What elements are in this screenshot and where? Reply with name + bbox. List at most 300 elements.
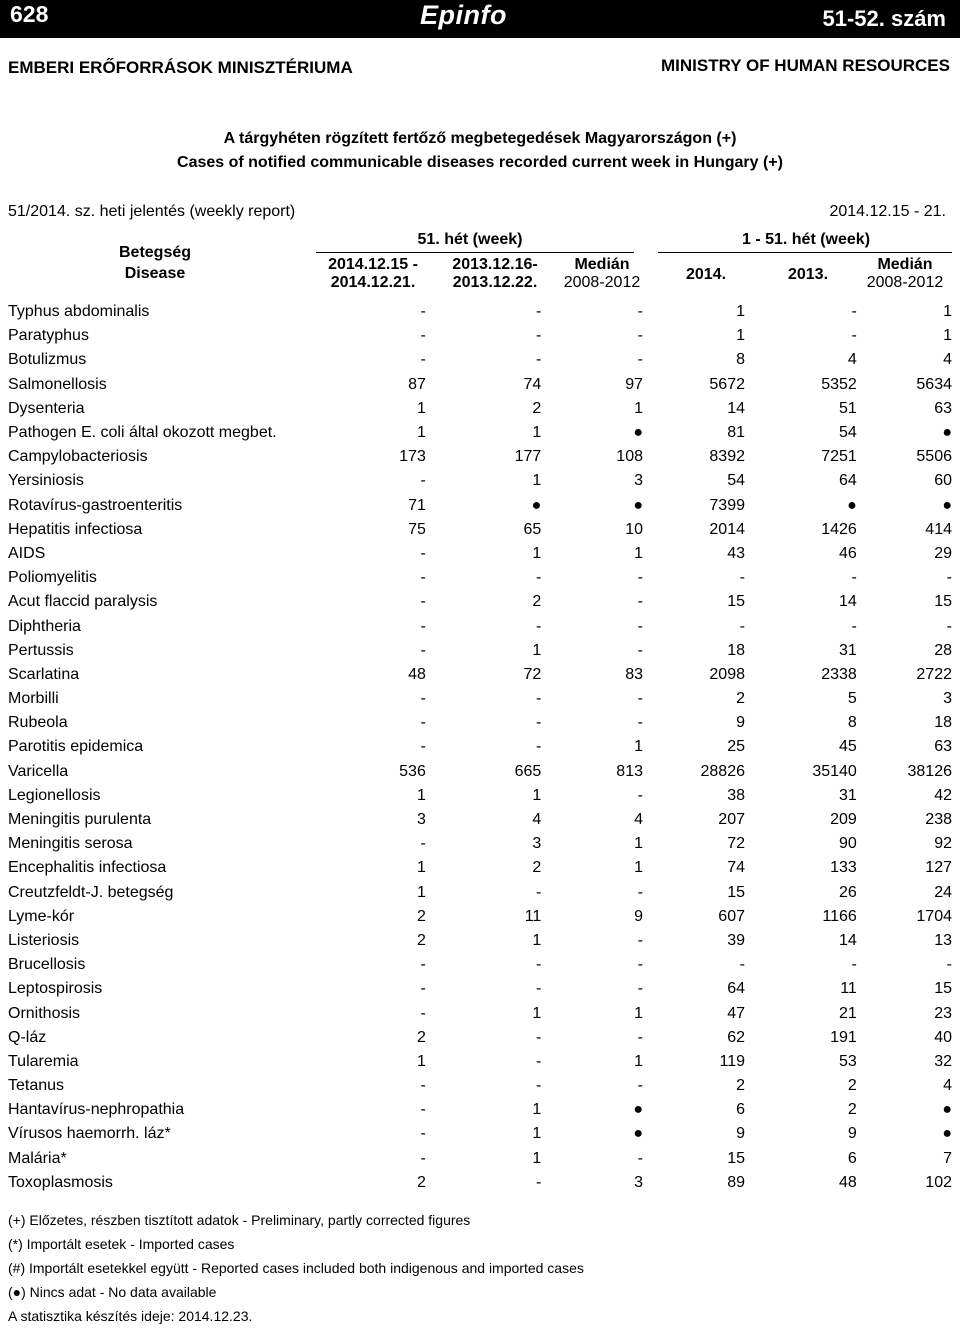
table-cell: 47 [727,1004,745,1022]
table-cell: 46 [839,544,857,562]
disease-name: Encephalitis infectiosa [8,859,167,877]
header-col-week-2014-line2: 2014.12.21. [330,274,416,291]
table-row [0,542,952,566]
table-row [0,1026,952,1050]
table-row [0,808,952,832]
table-cell: - [535,883,542,901]
table-cell: 38126 [907,762,952,780]
table-cell: 127 [925,859,952,877]
table-cell: 31 [839,641,857,659]
disease-name: Campylobacteriosis [8,448,148,466]
table-cell: 1 [736,327,745,345]
table-cell: 15 [727,883,745,901]
table-cell: 4 [532,811,542,829]
table-cell: 7251 [821,448,857,466]
table-cell: 2098 [709,665,745,683]
table-cell: 45 [839,738,857,756]
header-col-week-median-line1: Medián [574,256,630,273]
table-cell: 5 [847,690,857,708]
table-cell: ● [531,496,542,514]
table-cell: 414 [925,520,952,538]
table-cell: - [535,690,542,708]
table-row [0,348,952,372]
table-cell: 1 [634,835,643,853]
table-cell: ● [942,496,952,514]
table-cell: - [637,883,643,901]
table-row [0,760,952,784]
header-group-week-line [316,252,634,253]
header-col-week-2013-line2: 2013.12.22. [452,274,538,291]
table-cell: - [420,1149,426,1167]
table-cell: - [420,738,426,756]
table-cell: - [535,351,542,369]
table-cell: 9 [736,714,745,732]
table-cell: 38 [727,786,745,804]
table-cell: 1 [532,1149,542,1167]
table-cell: 10 [625,520,643,538]
table-cell: - [637,569,643,587]
table-cell: - [420,617,426,635]
header-group-cumulative-line [658,252,952,253]
table-row [0,445,952,469]
disease-name: Legionellosis [8,786,101,804]
table-row [0,953,952,977]
table-cell: ● [633,424,643,442]
table-cell: - [637,931,643,949]
disease-name: Creutzfeldt-J. betegség [8,883,174,901]
table-cell: - [637,1028,643,1046]
table-cell: - [637,641,643,659]
table-cell: 9 [736,1125,745,1143]
table-cell: 5634 [916,375,952,393]
table-cell: 65 [523,520,542,538]
table-cell: - [851,617,857,635]
table-cell: 1166 [822,907,857,925]
table-cell: 15 [934,980,952,998]
table-cell: - [420,1101,426,1119]
table-cell: 31 [839,786,857,804]
table-cell: 21 [839,1004,857,1022]
table-row [0,469,952,493]
footnote-preliminary: (+) Előzetes, részben tisztított adatok - Preliminary, partly corrected figures [8,1212,471,1228]
table-cell: 89 [727,1173,745,1191]
table-cell: 1 [532,544,542,562]
disease-name: AIDS [8,544,46,562]
table-cell: - [420,569,426,587]
table-cell: 1426 [821,520,857,538]
header-disease-hu: Betegség [118,244,192,261]
report-period: 2014.12.15 - 21. [829,203,946,220]
table-cell: 90 [839,835,857,853]
table-cell: 1 [416,1052,426,1070]
table-cell: - [420,1004,426,1022]
table-cell: 43 [727,544,745,562]
disease-name: Parotitis epidemica [8,738,144,756]
table-row [0,494,952,518]
table-cell: - [637,714,643,732]
table-row [0,300,952,324]
table-cell: 71 [408,496,426,514]
report-label: 51/2014. sz. heti jelentés (weekly report) [8,203,296,220]
table-cell: 6 [847,1149,857,1167]
footnote-no-data: (●) Nincs adat - No data available [8,1284,217,1300]
table-cell: 29 [934,544,952,562]
table-cell: 54 [839,424,857,442]
table-cell: 5352 [821,375,857,393]
table-cell: 74 [727,859,745,877]
table-row [0,977,952,1001]
table-cell: 209 [830,811,857,829]
table-cell: 48 [839,1173,857,1191]
disease-name: Meningitis serosa [8,835,133,853]
table-cell: - [637,593,643,611]
table-cell: 2 [532,399,542,417]
table-row [0,784,952,808]
table-cell: 1 [532,424,542,442]
table-row [0,929,952,953]
table-cell: 1 [634,738,643,756]
disease-name: Varicella [8,762,69,780]
table-row [0,324,952,348]
table-cell: 28 [934,641,952,659]
table-cell: 3 [943,690,952,708]
table-cell: 2722 [916,665,952,683]
table-row [0,639,952,663]
title-en: Cases of notified communicable diseases recorded current week in Hungary (+) [177,154,783,171]
table-cell: - [420,303,426,321]
disease-name: Leptospirosis [8,980,103,998]
table-cell: - [946,569,952,587]
table-cell: 2 [532,859,542,877]
disease-name: Tularemia [8,1052,79,1070]
table-cell: 4 [847,351,857,369]
table-cell: - [637,786,643,804]
disease-name: Rubeola [8,714,68,732]
disease-name: Yersiniosis [8,472,84,490]
table-cell: 3 [532,835,542,853]
header-col-cum-2014: 2014. [685,266,727,283]
table-cell: 607 [718,907,745,925]
table-cell: 1 [532,931,542,949]
table-cell: - [946,617,952,635]
table-cell: 536 [399,762,426,780]
table-cell: 51 [839,399,857,417]
disease-name: Meningitis purulenta [8,811,152,829]
disease-name: Tetanus [8,1077,65,1095]
disease-name: Toxoplasmosis [8,1173,113,1191]
table-cell: 1 [532,1101,542,1119]
disease-name: Hepatitis infectiosa [8,520,143,538]
disease-name: Scarlatina [8,665,80,683]
statistics-date: A statisztika készítés ideje: 2014.12.23. [8,1308,253,1324]
table-cell: - [535,1028,542,1046]
table-cell: 18 [727,641,745,659]
table-cell: 92 [934,835,952,853]
table-cell: - [637,690,643,708]
disease-name: Pathogen E. coli által okozott megbet. [8,424,277,442]
header-col-week-2014 [318,256,428,292]
table-cell: 14 [727,399,745,417]
table-cell: - [420,327,426,345]
header-col-week-median [552,256,652,292]
table-cell: 13 [934,931,952,949]
table-cell: - [535,569,542,587]
table-cell: ● [942,1101,952,1119]
table-row [0,590,952,614]
table-cell: - [420,641,426,659]
disease-name: Brucellosis [8,956,86,974]
table-cell: 4 [943,351,952,369]
table-row [0,373,952,397]
ministry-name-hu: EMBERI ERŐFORRÁSOK MINISZTÉRIUMA [8,58,353,77]
table-cell: 1 [634,1004,643,1022]
table-cell: - [420,956,426,974]
table-cell: 5506 [916,448,952,466]
table-cell: - [637,1149,643,1167]
disease-name: Q-láz [8,1028,47,1046]
table-cell: 2 [736,1077,745,1095]
table-cell: 63 [934,738,952,756]
header-col-cum-median-line2: 2008-2012 [866,274,944,291]
table-cell: 8 [847,714,857,732]
table-cell: - [535,980,542,998]
header-group-cumulative: 1 - 51. hét (week) [741,231,871,248]
table-cell: 191 [830,1028,857,1046]
table-cell: - [420,1077,426,1095]
table-cell: 2 [847,1077,857,1095]
disease-name: Rotavírus-gastroenteritis [8,496,183,514]
table-cell: 32 [934,1052,952,1070]
table-cell: 8 [736,351,745,369]
table-cell: 3 [416,811,426,829]
table-cell: - [851,569,857,587]
table-cell: - [535,327,542,345]
disease-table-body [0,300,952,1195]
footnote-included-imported: (#) Importált esetekkel együtt - Reported cases included both indigenous and imported cases [8,1260,584,1276]
table-cell: 2338 [821,665,857,683]
table-row [0,1074,952,1098]
table-cell: 2 [847,1101,857,1119]
table-cell: - [637,327,643,345]
table-cell: 54 [727,472,745,490]
table-cell: - [739,956,745,974]
table-cell: - [637,1077,643,1095]
disease-name: Salmonellosis [8,375,107,393]
table-cell: 108 [616,448,643,466]
table-row [0,687,952,711]
table-cell: 83 [625,665,643,683]
table-cell: - [535,617,542,635]
header-col-cum-2013: 2013. [787,266,829,283]
table-cell: 15 [727,1149,745,1167]
table-cell: 1 [416,399,426,417]
table-row [0,711,952,735]
table-cell: 53 [839,1052,857,1070]
header-col-cum-median [855,256,955,292]
ministry-name-en: MINISTRY OF HUMAN RESOURCES [660,56,950,75]
header-col-week-median-line2: 2008-2012 [563,274,641,291]
table-cell: 1 [943,303,952,321]
table-cell: 74 [523,375,542,393]
table-row [0,905,952,929]
table-cell: 1 [736,303,745,321]
table-cell: 1 [634,1052,643,1070]
table-row [0,856,952,880]
table-cell: 133 [830,859,857,877]
disease-name: Morbilli [8,690,59,708]
table-row [0,663,952,687]
disease-name: Malária* [8,1149,67,1167]
header-disease [100,244,210,283]
disease-name: Diphtheria [8,617,81,635]
table-cell: 2 [416,907,426,925]
table-cell: 1 [416,883,426,901]
table-cell: 2 [416,1028,426,1046]
table-cell: 25 [727,738,745,756]
table-cell: 62 [727,1028,745,1046]
table-cell: 87 [408,375,426,393]
table-cell: 40 [934,1028,952,1046]
table-cell: 3 [634,472,643,490]
header-group-week: 51. hét (week) [417,231,523,248]
table-row [0,1001,952,1025]
table-cell: 177 [514,448,542,466]
table-cell: 48 [408,665,426,683]
table-row [0,397,952,421]
table-cell: - [535,738,542,756]
table-cell: 2 [416,1173,426,1191]
table-cell: - [637,351,643,369]
disease-name: Paratyphus [8,327,89,345]
table-row [0,614,952,638]
disease-name: Acut flaccid paralysis [8,593,158,611]
table-cell: 7399 [709,496,745,514]
table-cell: 11 [524,907,542,925]
table-cell: 64 [839,472,857,490]
table-cell: - [420,714,426,732]
table-cell: - [535,1052,542,1070]
disease-name: Listeriosis [8,931,80,949]
table-cell: 1 [943,327,952,345]
table-row [0,518,952,542]
table-cell: 60 [934,472,952,490]
table-cell: - [535,956,542,974]
header-col-week-2013-line1: 2013.12.16- [452,256,538,273]
table-cell: - [851,303,857,321]
disease-name: Vírusos haemorrh. láz* [8,1125,171,1143]
disease-name: Lyme-kór [8,907,75,925]
table-cell: - [637,617,643,635]
table-cell: ● [847,496,857,514]
table-cell: 64 [727,980,745,998]
table-cell: ● [942,1125,952,1143]
table-cell: 813 [616,762,643,780]
table-cell: 26 [839,883,857,901]
table-cell: 1 [532,786,542,804]
header-col-week-2014-line1: 2014.12.15 - [328,256,418,273]
table-cell: 2 [416,931,426,949]
table-cell: 238 [925,811,952,829]
table-cell: 9 [634,907,643,925]
table-row [0,1147,952,1171]
table-cell: 4 [943,1077,952,1095]
table-row [0,1050,952,1074]
table-cell: 1 [416,424,426,442]
table-cell: - [637,303,643,321]
table-row [0,832,952,856]
table-cell: 8392 [709,448,745,466]
table-cell: 2 [532,593,542,611]
page-number: 628 [10,1,49,27]
table-cell: - [851,327,857,345]
table-cell: - [535,714,542,732]
table-cell: ● [942,424,952,442]
table-cell: 1 [416,786,426,804]
table-cell: ● [633,496,643,514]
table-cell: 28826 [700,762,745,780]
table-cell: - [420,472,426,490]
table-row [0,421,952,445]
table-row [0,1122,952,1146]
table-cell: - [535,1173,542,1191]
disease-name: Pertussis [8,641,74,659]
table-cell: 1 [532,1125,542,1143]
table-cell: 1 [532,641,542,659]
table-cell: - [420,1125,426,1143]
table-cell: 102 [925,1173,952,1191]
table-cell: - [420,980,426,998]
table-cell: 1 [416,859,426,877]
table-cell: - [851,956,857,974]
top-bar [0,0,960,38]
table-cell: 18 [934,714,952,732]
disease-name: Dysenteria [8,399,85,417]
table-cell: 81 [727,424,745,442]
table-cell: 7 [943,1149,952,1167]
table-cell: 173 [399,448,426,466]
table-cell: 72 [523,665,542,683]
disease-name: Poliomyelitis [8,569,97,587]
table-cell: 24 [934,883,952,901]
table-cell: 5672 [709,375,745,393]
header-col-week-2013 [440,256,550,292]
table-cell: 11 [840,980,857,998]
disease-name: Hantavírus-nephropathia [8,1101,185,1119]
table-row [0,881,952,905]
table-cell: - [420,690,426,708]
disease-name: Botulizmus [8,351,87,369]
table-row [0,1098,952,1122]
epinfo-logo: Epinfo [420,0,507,30]
table-cell: - [535,1077,542,1095]
table-cell: 1 [634,399,643,417]
table-cell: - [637,956,643,974]
table-cell: 3 [634,1173,643,1191]
table-cell: 15 [934,593,952,611]
table-cell: 39 [727,931,745,949]
table-cell: 2 [736,690,745,708]
table-cell: - [535,303,542,321]
table-cell: ● [633,1101,643,1119]
table-cell: 1704 [916,907,952,925]
table-cell: 35140 [812,762,857,780]
table-cell: 14 [839,593,857,611]
table-row [0,566,952,590]
table-cell: - [637,980,643,998]
table-cell: 207 [718,811,745,829]
table-cell: 72 [727,835,745,853]
table-cell: 23 [934,1004,952,1022]
